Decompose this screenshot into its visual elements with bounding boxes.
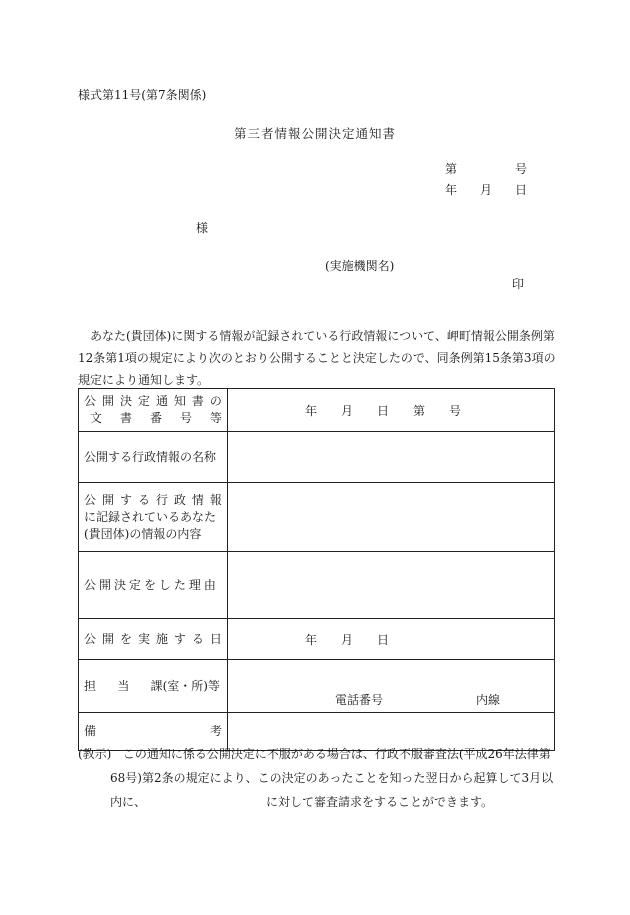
seal-mark: 印 (512, 277, 525, 291)
row-value-info-content[interactable] (228, 483, 555, 552)
row-value-department[interactable] (228, 660, 555, 713)
agency-name-label: (実施機関名) (325, 259, 395, 273)
date-day: 日 (515, 183, 528, 197)
note-prefix: (教示) (78, 747, 112, 761)
row-value-reason[interactable] (228, 552, 555, 619)
value-go: 号 (449, 404, 462, 418)
label-line: に記録されているあなた (84, 509, 217, 524)
note-line: 内に、 に対して審査請求をすることができます。 (110, 795, 494, 809)
form-number: 様式第11号(第7条関係) (78, 88, 207, 102)
date-year: 年 (445, 183, 458, 197)
date-month: 月 (480, 183, 493, 197)
row-label-remarks: 備 考 (79, 713, 228, 751)
instruction-note (78, 742, 558, 814)
note-line: 68号)第2条の規定により、この決定のあったことを知った翌日から起算して3月以 (110, 771, 554, 785)
table-row (79, 552, 555, 619)
label-line: (貴団体)の情報の内容 (84, 526, 202, 541)
row-label-info-content (79, 483, 228, 552)
addressee-suffix: 様 (196, 221, 209, 235)
extension-label: 内線 (476, 693, 501, 707)
table-row (79, 619, 555, 660)
value-day: 日 (377, 404, 390, 418)
notice-form-table (78, 388, 555, 751)
row-label-reason: 公 開 決 定 を し た 理 由 (79, 552, 228, 619)
label-line: 文 書 番 号 等 (90, 411, 222, 425)
number-dai: 第 (445, 162, 458, 176)
value-month: 月 (341, 404, 354, 418)
value-year: 年 (305, 404, 318, 418)
table-row (79, 389, 555, 432)
value-day: 日 (377, 633, 390, 647)
value-month: 月 (341, 633, 354, 647)
row-value-disclosure-date[interactable] (228, 619, 555, 660)
row-label-info-name: 公開する行政情報の名称 (79, 432, 228, 483)
value-year: 年 (305, 633, 318, 647)
table-row (79, 432, 555, 483)
note-line: この通知に係る公開決定に不服がある場合は、行政不服審査法(平成26年法律第 (122, 747, 551, 761)
label-line: 公 開 す る 行 政 情 報 (84, 492, 222, 507)
label-line: 公 開 決 定 通 知 書 の (84, 394, 222, 408)
row-label-disclosure-date: 公 開 を 実 施 す る 日 (79, 619, 228, 660)
number-go: 号 (515, 162, 528, 176)
phone-number-label: 電話番号 (335, 693, 384, 707)
row-label-document-number (79, 389, 228, 432)
table-row (79, 660, 555, 713)
table-row (79, 483, 555, 552)
row-value-document-number[interactable] (228, 389, 555, 432)
notice-body-text: あなた(貴団体)に関する情報が記録されている行政情報について、岬町情報公開条例第12条第1項の規定により次のとおり公開することと決定したので、同条例第15条第3項の規定により通知します。 (78, 329, 556, 387)
document-title: 第三者情報公開決定通知書 (233, 126, 396, 141)
row-label-department: 担 当 課(室・所)等 (79, 660, 228, 713)
row-value-info-name[interactable] (228, 432, 555, 483)
value-dai: 第 (413, 404, 426, 418)
